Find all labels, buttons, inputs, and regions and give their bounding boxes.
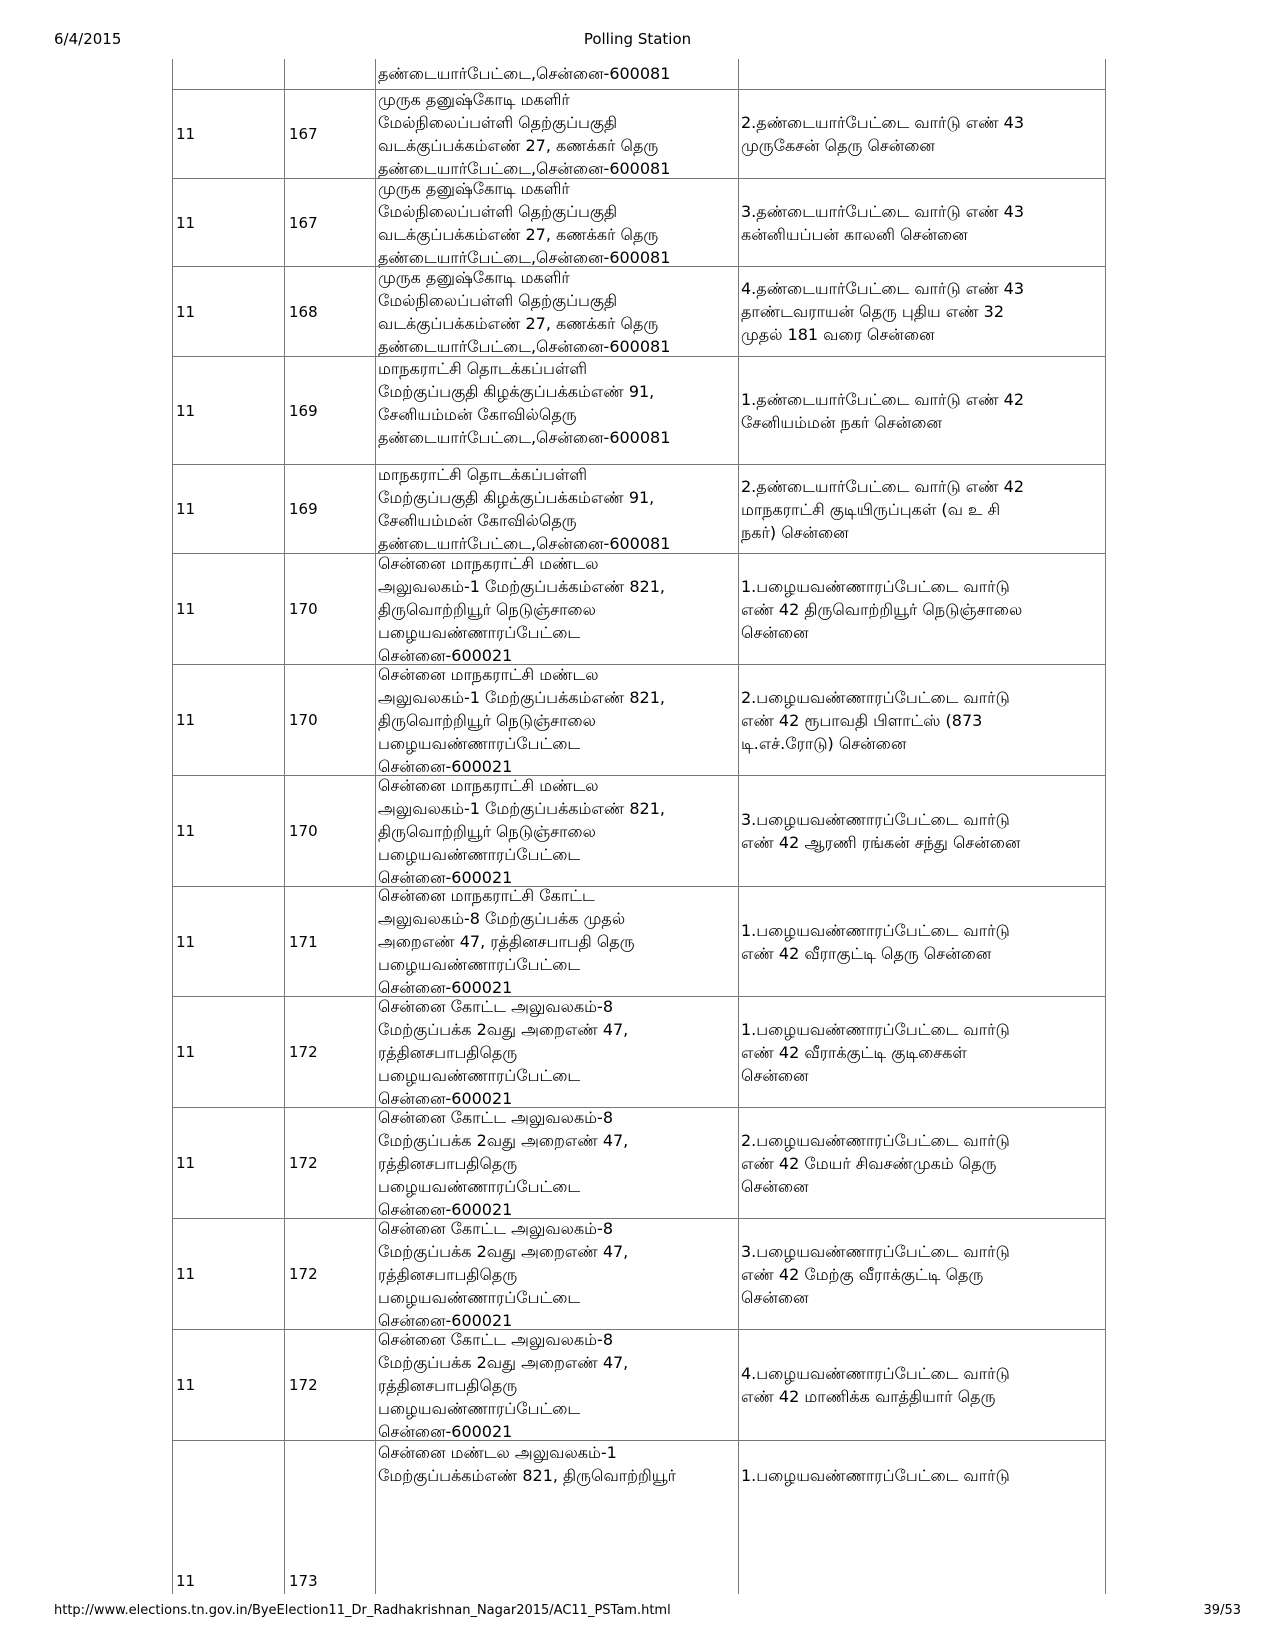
ac-number: 11 xyxy=(176,500,196,518)
ac-number: 11 xyxy=(176,213,196,232)
polling-area: 4.தண்டையார்பேட்டை வார்டு எண் 43 தாண்டவராயன் தெரு புதிய எண் 32 முதல் 181 வரை சென்னை xyxy=(741,279,1025,344)
polling-area: 1.பழையவண்ணாரப்பேட்டை வார்டு எண் 42 திருவொற்றியூர் நெடுஞ்சாலை சென்னை xyxy=(741,576,1023,642)
table-row xyxy=(172,464,1106,553)
table-row xyxy=(172,266,1106,356)
polling-station-table xyxy=(172,59,1106,1594)
polling-station-number: 173 xyxy=(289,1572,318,1590)
polling-station-number: 170 xyxy=(289,822,318,840)
table-row xyxy=(172,553,1106,664)
station-location: சென்னை மண்டல அலுவலகம்-1 மேற்குப்பக்கம்எண் 821, திருவொற்றியூர் xyxy=(378,1443,676,1485)
polling-area: 1.பழையவண்ணாரப்பேட்டை வார்டு எண் 42 வீராகுட்டி தெரு சென்னை xyxy=(741,920,1010,963)
table-row xyxy=(172,1107,1106,1218)
polling-station-number: 172 xyxy=(289,1043,318,1061)
station-location: தண்டையார்பேட்டை,சென்னை-600081 xyxy=(378,64,671,83)
station-location: சென்னை மாநகராட்சி கோட்ட அலுவலகம்-8 மேற்குப்பக்க முதல் அறைஎண் 47, ரத்தினசபாபதி தெரு பழையவண்ணாரப்பேட்டை சென்னை-600021 xyxy=(378,886,635,997)
polling-station-number: 172 xyxy=(289,1154,318,1172)
source-url: http://www.elections.tn.gov.in/ByeElection11_Dr_Radhakrishnan_Nagar2015/AC11_PSTam.html xyxy=(54,1603,671,1618)
station-location: மாநகராட்சி தொடக்கப்பள்ளி மேற்குப்பகுதி கிழக்குப்பக்கம்எண் 91, சேனியம்மன் கோவில்தெரு தண்டையார்பேட்டை,சென்னை-600081 xyxy=(378,359,671,447)
polling-area: 2.தண்டையார்பேட்டை வார்டு எண் 42 மாநகராட்சி குடியிருப்புகள் (வ உ சி நகர்) சென்னை xyxy=(741,476,1025,542)
station-location: சென்னை கோட்ட அலுவலகம்-8 மேற்குப்பக்க 2வது அறைஎண் 47, ரத்தினசபாபதிதெரு பழையவண்ணாரப்பேட்டை சென்னை-600021 xyxy=(378,1329,629,1441)
ac-number: 11 xyxy=(176,401,196,420)
ac-number xyxy=(172,59,284,89)
polling-station-number: 170 xyxy=(289,711,318,729)
polling-area: 3.பழையவண்ணாரப்பேட்டை வார்டு எண் 42 ஆரணி ரங்கன் சந்து சென்னை xyxy=(741,810,1021,852)
polling-station-number: 169 xyxy=(289,401,318,420)
station-location: சென்னை மாநகராட்சி மண்டல அலுவலகம்-1 மேற்குப்பக்கம்எண் 821, திருவொற்றியூர் நெடுஞ்சாலை பழையவண்ணாரப்பேட்டை சென்னை-600021 xyxy=(378,775,665,887)
table-row xyxy=(172,886,1106,996)
polling-area: 1.பழையவண்ணாரப்பேட்டை வார்டு xyxy=(741,1466,1010,1485)
ac-number: 11 xyxy=(176,600,196,618)
station-location: முருக தனுஷ்கோடி மகளிர் மேல்நிலைப்பள்ளி தெற்குப்பகுதி வடக்குப்பக்கம்எண் 27, கணக்கர் தெரு தண்டையார்பேட்டை,சென்னை-600081 xyxy=(378,90,671,178)
polling-station-number: 167 xyxy=(289,125,318,143)
ac-number: 11 xyxy=(176,822,196,840)
table-row xyxy=(172,664,1106,775)
page-number: 39/53 xyxy=(1203,1603,1241,1618)
polling-station-number: 167 xyxy=(289,213,318,232)
table-row xyxy=(172,1440,1106,1594)
ac-number: 11 xyxy=(176,1376,196,1394)
table-row xyxy=(172,59,1106,89)
ac-number: 11 xyxy=(176,125,196,143)
ac-number: 11 xyxy=(176,1154,196,1172)
station-location: சென்னை கோட்ட அலுவலகம்-8 மேற்குப்பக்க 2வது அறைஎண் 47, ரத்தினசபாபதிதெரு பழையவண்ணாரப்பேட்டை சென்னை-600021 xyxy=(378,1107,629,1219)
polling-station-number: 172 xyxy=(289,1265,318,1283)
polling-station-number: 172 xyxy=(289,1376,318,1394)
table-row xyxy=(172,89,1106,178)
polling-area xyxy=(739,59,1106,89)
polling-area: 2.பழையவண்ணாரப்பேட்டை வார்டு எண் 42 மேயர் சிவசண்முகம் தெரு சென்னை xyxy=(741,1130,1010,1196)
table-row xyxy=(172,178,1106,266)
table-row xyxy=(172,1218,1106,1329)
polling-area: 1.பழையவண்ணாரப்பேட்டை வார்டு எண் 42 வீராக்குட்டி குடிசைகள் சென்னை xyxy=(741,1019,1010,1085)
ac-number: 11 xyxy=(176,1265,196,1283)
polling-station-number xyxy=(285,59,375,89)
polling-area: 2.தண்டையார்பேட்டை வார்டு எண் 43 முருகேசன் தெரு சென்னை xyxy=(741,113,1025,155)
page-title: Polling Station xyxy=(583,30,692,48)
polling-area: 3.பழையவண்ணாரப்பேட்டை வார்டு எண் 42 மேற்கு வீராக்குட்டி தெரு சென்னை xyxy=(741,1241,1010,1307)
ac-number: 11 xyxy=(176,711,196,729)
polling-area: 2.பழையவண்ணாரப்பேட்டை வார்டு எண் 42 ரூபாவதி பிளாட்ஸ் (873 டி.எச்.ரோடு) சென்னை xyxy=(741,687,1010,753)
station-location: சென்னை கோட்ட அலுவலகம்-8 மேற்குப்பக்க 2வது அறைஎண் 47, ரத்தினசபாபதிதெரு பழையவண்ணாரப்பேட்டை சென்னை-600021 xyxy=(378,1218,629,1330)
station-location: மாநகராட்சி தொடக்கப்பள்ளி மேற்குப்பகுதி கிழக்குப்பக்கம்எண் 91, சேனியம்மன் கோவில்தெரு தண்டையார்பேட்டை,சென்னை-600081 xyxy=(378,465,671,553)
table-row xyxy=(172,996,1106,1107)
station-location: முருக தனுஷ்கோடி மகளிர் மேல்நிலைப்பள்ளி தெற்குப்பகுதி வடக்குப்பக்கம்எண் 27, கணக்கர் தெரு தண்டையார்பேட்டை,சென்னை-600081 xyxy=(378,178,671,267)
ac-number: 11 xyxy=(176,1043,196,1061)
station-location: சென்னை கோட்ட அலுவலகம்-8 மேற்குப்பக்க 2வது அறைஎண் 47, ரத்தினசபாபதிதெரு பழையவண்ணாரப்பேட்டை சென்னை-600021 xyxy=(378,996,629,1108)
table-row xyxy=(172,775,1106,886)
polling-area: 1.தண்டையார்பேட்டை வார்டு எண் 42 சேனியம்மன் நகர் சென்னை xyxy=(741,389,1025,432)
polling-station-number: 169 xyxy=(289,500,318,518)
table-row xyxy=(172,356,1106,464)
print-date: 6/4/2015 xyxy=(54,30,122,48)
polling-area: 4.பழையவண்ணாரப்பேட்டை வார்டு எண் 42 மாணிக்க வாத்தியார் தெரு xyxy=(741,1364,1010,1406)
table-row xyxy=(172,1329,1106,1440)
station-location: சென்னை மாநகராட்சி மண்டல அலுவலகம்-1 மேற்குப்பக்கம்எண் 821, திருவொற்றியூர் நெடுஞ்சாலை பழையவண்ணாரப்பேட்டை சென்னை-600021 xyxy=(378,553,665,665)
ac-number: 11 xyxy=(176,932,196,951)
ac-number: 11 xyxy=(176,302,196,321)
ac-number: 11 xyxy=(176,1572,196,1590)
station-location: சென்னை மாநகராட்சி மண்டல அலுவலகம்-1 மேற்குப்பக்கம்எண் 821, திருவொற்றியூர் நெடுஞ்சாலை பழையவண்ணாரப்பேட்டை சென்னை-600021 xyxy=(378,664,665,776)
polling-area: 3.தண்டையார்பேட்டை வார்டு எண் 43 கன்னியப்பன் காலனி சென்னை xyxy=(741,201,1025,244)
polling-station-number: 171 xyxy=(289,932,318,951)
polling-station-number: 168 xyxy=(289,302,318,321)
polling-station-number: 170 xyxy=(289,600,318,618)
station-location: முருக தனுஷ்கோடி மகளிர் மேல்நிலைப்பள்ளி தெற்குப்பகுதி வடக்குப்பக்கம்எண் 27, கணக்கர் தெரு தண்டையார்பேட்டை,சென்னை-600081 xyxy=(378,267,671,356)
